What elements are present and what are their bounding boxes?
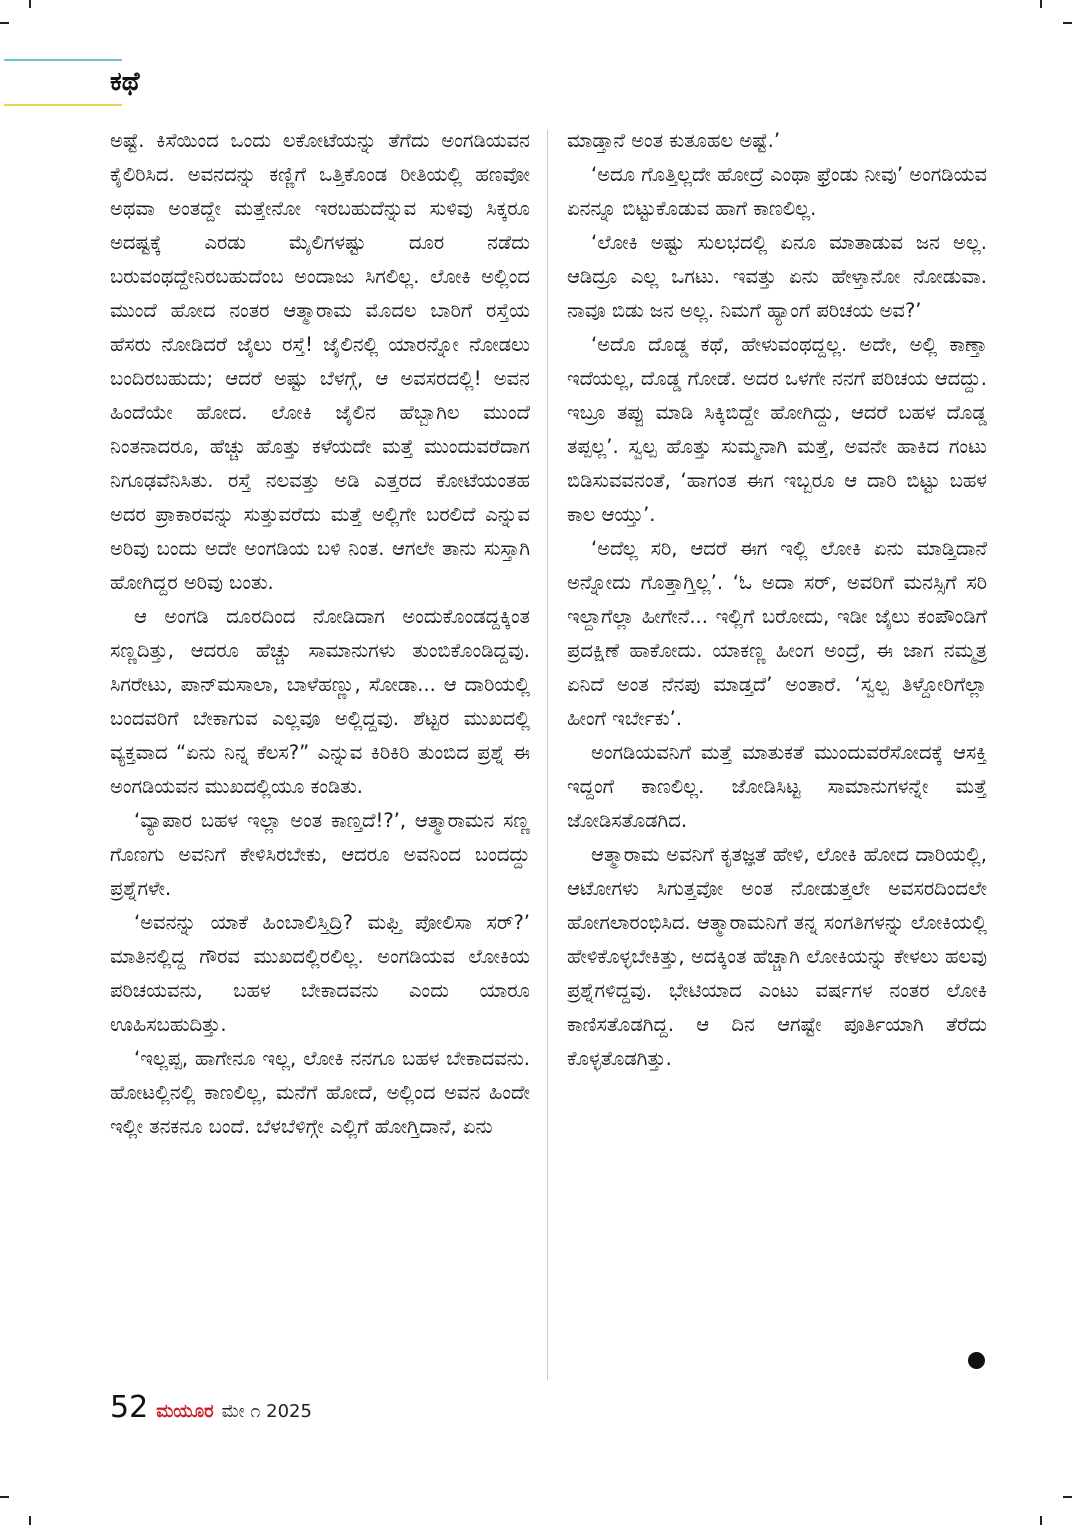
section-rule-top: [4, 59, 122, 61]
crop-mark: [1040, 1516, 1042, 1525]
issue-date: ಮೇ ೧ 2025: [221, 1401, 312, 1422]
page-footer: [110, 1390, 312, 1430]
crop-mark: [1040, 0, 1042, 8]
crop-mark: [29, 1516, 31, 1525]
column-divider: [547, 130, 548, 1380]
paragraph: ಆತ್ಮಾರಾಮ ಅವನಿಗೆ ಕೃತಜ್ಞತೆ ಹೇಳಿ, ಲೋಕಿ ಹೋದ ದಾರಿಯಲ್ಲಿ, ಆಟೋಗಳು ಸಿಗುತ್ತವೋ ಅಂತ ನೋಡುತ್ತಲೇ ಅವಸರದಿಂದಲೇ ಹೋಗಲಾರಂಭಿಸಿದ. ಆತ್ಮಾರಾಮನಿಗೆ ತನ್ನ ಸಂಗತಿಗಳನ್ನು ಲೋಕಿಯಲ್ಲಿ ಹೇಳಿಕೊಳ್ಳಬೇಕಿತ್ತು, ಅದಕ್ಕಿಂತ ಹೆಚ್ಚಾಗಿ ಲೋಕಿಯನ್ನು ಕೇಳಲು ಹಲವು ಪ್ರಶ್ನೆಗಳಿದ್ದವು. ಭೇಟಿಯಾದ ಎಂಟು ವರ್ಷಗಳ ನಂತರ ಲೋಕಿ ಕಾಣಿಸತೊಡಗಿದ್ದ. ಆ ದಿನ ಆಗಷ್ಟೇ ಪೂರ್ತಿಯಾಗಿ ತೆರೆದು ಕೊಳ್ಳತೊಡಗಿತ್ತು.: [567, 843, 987, 1070]
paragraph: ಮಾಡ್ತಾನೆ ಅಂತ ಕುತೂಹಲ ಅಷ್ಟೆ.’: [567, 129, 781, 152]
crop-mark: [0, 1496, 9, 1498]
paragraph: ಅಷ್ಟೆ. ಕಿಸೆಯಿಂದ ಒಂದು ಲಕೋಟೆಯನ್ನು ತೆಗೆದು ಅಂಗಡಿಯವನ ಕೈಲಿರಿಸಿದ. ಅವನದನ್ನು ಕಣ್ಣಿಗೆ ಒತ್ತಿಕೊಂಡ ರೀತಿಯಲ್ಲಿ ಹಣವೋ ಅಥವಾ ಅಂತದ್ದೇ ಮತ್ತೇನೋ ಇರಬಹುದೆನ್ನುವ ಸುಳಿವು ಸಿಕ್ಕರೂ ಅದಷ್ಟಕ್ಕೆ ಎರಡು ಮೈಲಿಗಳಷ್ಟು ದೂರ ನಡೆದು ಬರುವಂಥದ್ದೇನಿರಬಹುದೆಂಬ ಅಂದಾಜು ಸಿಗಲಿಲ್ಲ. ಲೋಕಿ ಅಲ್ಲಿಂದ ಮುಂದೆ ಹೋದ ನಂತರ ಆತ್ಮಾರಾಮ ಮೊದಲ ಬಾರಿಗೆ ರಸ್ತೆಯ ಹೆಸರು ನೋಡಿದರೆ ಜೈಲು ರಸ್ತೆ! ಜೈಲಿನಲ್ಲಿ ಯಾರನ್ನೋ ನೋಡಲು ಬಂದಿರಬಹುದು; ಆದರೆ ಅಷ್ಟು ಬೆಳಗ್ಗೆ, ಆ ಅವಸರದಲ್ಲಿ! ಅವನ ಹಿಂದೆಯೇ ಹೋದ. ಲೋಕಿ ಜೈಲಿನ ಹೆಬ್ಬಾಗಿಲ ಮುಂದೆ ನಿಂತನಾದರೂ, ಹೆಚ್ಚು ಹೊತ್ತು ಕಳೆಯದೇ ಮತ್ತೆ ಮುಂದುವರೆದಾಗ ನಿಗೂಢವೆನಿಸಿತು. ರಸ್ತೆ ನಲವತ್ತು ಅಡಿ ಎತ್ತರದ ಕೋಟೆಯಂತಹ ಅದರ ಪ್ರಾಕಾರವನ್ನು ಸುತ್ತುವರೆದು ಮತ್ತೆ ಅಲ್ಲಿಗೇ ಬರಲಿದೆ ಎನ್ನುವ ಅರಿವು ಬಂದು ಅದೇ ಅಂಗಡಿಯ ಬಳಿ ನಿಂತ. ಆಗಲೇ ತಾನು ಸುಸ್ತಾಗಿ ಹೋಗಿದ್ದರ ಅರಿವು ಬಂತು.: [110, 129, 530, 594]
paragraph: ಅಂಗಡಿಯವನಿಗೆ ಮತ್ತೆ ಮಾತುಕತೆ ಮುಂದುವರೆಸೋದಕ್ಕೆ ಆಸಕ್ತಿ ಇದ್ದಂಗೆ ಕಾಣಲಿಲ್ಲ. ಜೋಡಿಸಿಟ್ಟ ಸಾಮಾನುಗಳನ್ನೇ ಮತ್ತೆ ಜೋಡಿಸತೊಡಗಿದ.: [567, 741, 987, 832]
article-column-left: [110, 124, 530, 1144]
crop-mark: [1063, 22, 1072, 24]
article-column-right: [567, 124, 987, 1076]
paragraph: ‘ಅದೂ ಗೊತ್ತಿಲ್ಲದೇ ಹೋದ್ರೆ ಎಂಥಾ ಫ್ರೆಂಡು ನೀವು’ ಅಂಗಡಿಯವ ಏನನ್ನೂ ಬಿಟ್ಟುಕೊಡುವ ಹಾಗೆ ಕಾಣಲಿಲ್ಲ.: [567, 163, 987, 220]
magazine-logo: ಮಯೂರ: [156, 1401, 214, 1422]
paragraph: ‘ವ್ಯಾಪಾರ ಬಹಳ ಇಲ್ಲಾ ಅಂತ ಕಾಣ್ತದೆ!?’, ಆತ್ಮಾರಾಮನ ಸಣ್ಣ ಗೊಣಗು ಅವನಿಗೆ ಕೇಳಿಸಿರಬೇಕು, ಆದರೂ ಅವನಿಂದ ಬಂದದ್ದು ಪ್ರಶ್ನೆಗಳೇ.: [110, 809, 530, 900]
paragraph: ಆ ಅಂಗಡಿ ದೂರದಿಂದ ನೋಡಿದಾಗ ಅಂದುಕೊಂಡದ್ದಕ್ಕಿಂತ ಸಣ್ಣದಿತ್ತು, ಆದರೂ ಹೆಚ್ಚು ಸಾಮಾನುಗಳು ತುಂಬಿಕೊಂಡಿದ್ದವು. ಸಿಗರೇಟು, ಪಾನ್‌ಮಸಾಲಾ, ಬಾಳೆಹಣ್ಣು, ಸೋಡಾ... ಆ ದಾರಿಯಲ್ಲಿ ಬಂದವರಿಗೆ ಬೇಕಾಗುವ ಎಲ್ಲವೂ ಅಲ್ಲಿದ್ದವು. ಶೆಟ್ಟರ ಮುಖದಲ್ಲಿ ವ್ಯಕ್ತವಾದ “ಏನು ನಿನ್ನ ಕೆಲಸ?” ಎನ್ನುವ ಕಿರಿಕಿರಿ ತುಂಬಿದ ಪ್ರಶ್ನೆ ಈ ಅಂಗಡಿಯವನ ಮುಖದಲ್ಲಿಯೂ ಕಂಡಿತು.: [110, 605, 530, 798]
section-label: ಕಥೆ: [110, 67, 140, 97]
paragraph: ‘ಅದೊ ದೊಡ್ಡ ಕಥೆ, ಹೇಳುವಂಥದ್ದಲ್ಲ. ಅದೇ, ಅಲ್ಲಿ ಕಾಣ್ತಾ ಇದೆಯಲ್ಲ, ದೊಡ್ಡ ಗೋಡೆ. ಅದರ ಒಳಗೇ ನನಗೆ ಪರಿಚಯ ಆದದ್ದು. ಇಬ್ರೂ ತಪ್ಪು ಮಾಡಿ ಸಿಕ್ಕಿಬಿದ್ದೇ ಹೋಗಿದ್ದು, ಆದರೆ ಬಹಳ ದೊಡ್ಡ ತಪ್ಪಲ್ಲ’. ಸ್ವಲ್ಪ ಹೊತ್ತು ಸುಮ್ಮನಾಗಿ ಮತ್ತೆ, ಅವನೇ ಹಾಕಿದ ಗಂಟು ಬಿಡಿಸುವವನಂತೆ, ‘ಹಾಗಂತ ಈಗ ಇಬ್ಬರೂ ಆ ದಾರಿ ಬಿಟ್ಟು ಬಹಳ ಕಾಲ ಆಯ್ತು’.: [567, 333, 987, 526]
paragraph: ‘ಅವನನ್ನು ಯಾಕೆ ಹಿಂಬಾಲಿಸ್ತಿದ್ರಿ? ಮಫ್ತಿ ಪೋಲಿಸಾ ಸರ್?’ ಮಾತಿನಲ್ಲಿದ್ದ ಗೌರವ ಮುಖದಲ್ಲಿರಲಿಲ್ಲ. ಅಂಗಡಿಯವ ಲೋಕಿಯ ಪರಿಚಯವನು, ಬಹಳ ಬೇಕಾದವನು ಎಂದು ಯಾರೂ ಊಹಿಸಬಹುದಿತ್ತು.: [110, 911, 530, 1036]
paragraph: ‘ಅದೆಲ್ಲ ಸರಿ, ಆದರೆ ಈಗ ಇಲ್ಲಿ ಲೋಕಿ ಏನು ಮಾಡ್ತಿದಾನೆ ಅನ್ನೋದು ಗೊತ್ತಾಗ್ತಿಲ್ಲ’. ‘ಓ ಅದಾ ಸರ್, ಅವರಿಗೆ ಮನಸ್ಸಿಗೆ ಸರಿ ಇಲ್ದಾಗೆಲ್ಲಾ ಹೀಗೇನೆ... ಇಲ್ಲಿಗೆ ಬರೋದು, ಇಡೀ ಜೈಲು ಕಂಪೌಂಡಿಗೆ ಪ್ರದಕ್ಷಿಣೆ ಹಾಕೋದು. ಯಾಕಣ್ಣ ಹೀಂಗ ಅಂದ್ರೆ, ಈ ಜಾಗ ನಮ್ಮತ್ರ ಏನಿದೆ ಅಂತ ನೆನಪು ಮಾಡ್ತದೆ’ ಅಂತಾರೆ. ‘ಸ್ವಲ್ಪ ತಿಳ್ದೋರಿಗೆಲ್ಲಾ ಹೀಂಗೆ ಇರ್ಬೇಕು’.: [567, 537, 987, 730]
story-end-bullet-icon: [968, 1352, 985, 1369]
paragraph: ‘ಲೋಕಿ ಅಷ್ಟು ಸುಲಭದಲ್ಲಿ ಏನೂ ಮಾತಾಡುವ ಜನ ಅಲ್ಲ. ಆಡಿದ್ರೂ ಎಲ್ಲ ಒಗಟು. ಇವತ್ತು ಏನು ಹೇಳ್ತಾನೋ ನೋಡುವಾ. ನಾವೂ ಬಿಡು ಜನ ಅಲ್ಲ. ನಿಮಗೆ ಹ್ಯಾಂಗೆ ಪರಿಚಯ ಅವ?’: [567, 231, 987, 322]
paragraph: ‘ಇಲ್ಲಪ್ಪ, ಹಾಗೇನೂ ಇಲ್ಲ, ಲೋಕಿ ನನಗೂ ಬಹಳ ಬೇಕಾದವನು. ಹೋಟಲ್ಲಿನಲ್ಲಿ ಕಾಣಲಿಲ್ಲ, ಮನೆಗೆ ಹೋದೆ, ಅಲ್ಲಿಂದ ಅವನ ಹಿಂದೇ ಇಲ್ಲೀ ತನಕನೂ ಬಂದೆ. ಬೆಳಬೆಳಿಗ್ಗೇ ಎಲ್ಲಿಗೆ ಹೋಗ್ತಿದಾನೆ, ಏನು: [110, 1047, 530, 1138]
crop-mark: [29, 0, 31, 8]
page-number: 52: [110, 1390, 149, 1425]
crop-mark: [1063, 1496, 1072, 1498]
section-rule-bottom: [4, 104, 122, 106]
crop-mark: [0, 22, 9, 24]
